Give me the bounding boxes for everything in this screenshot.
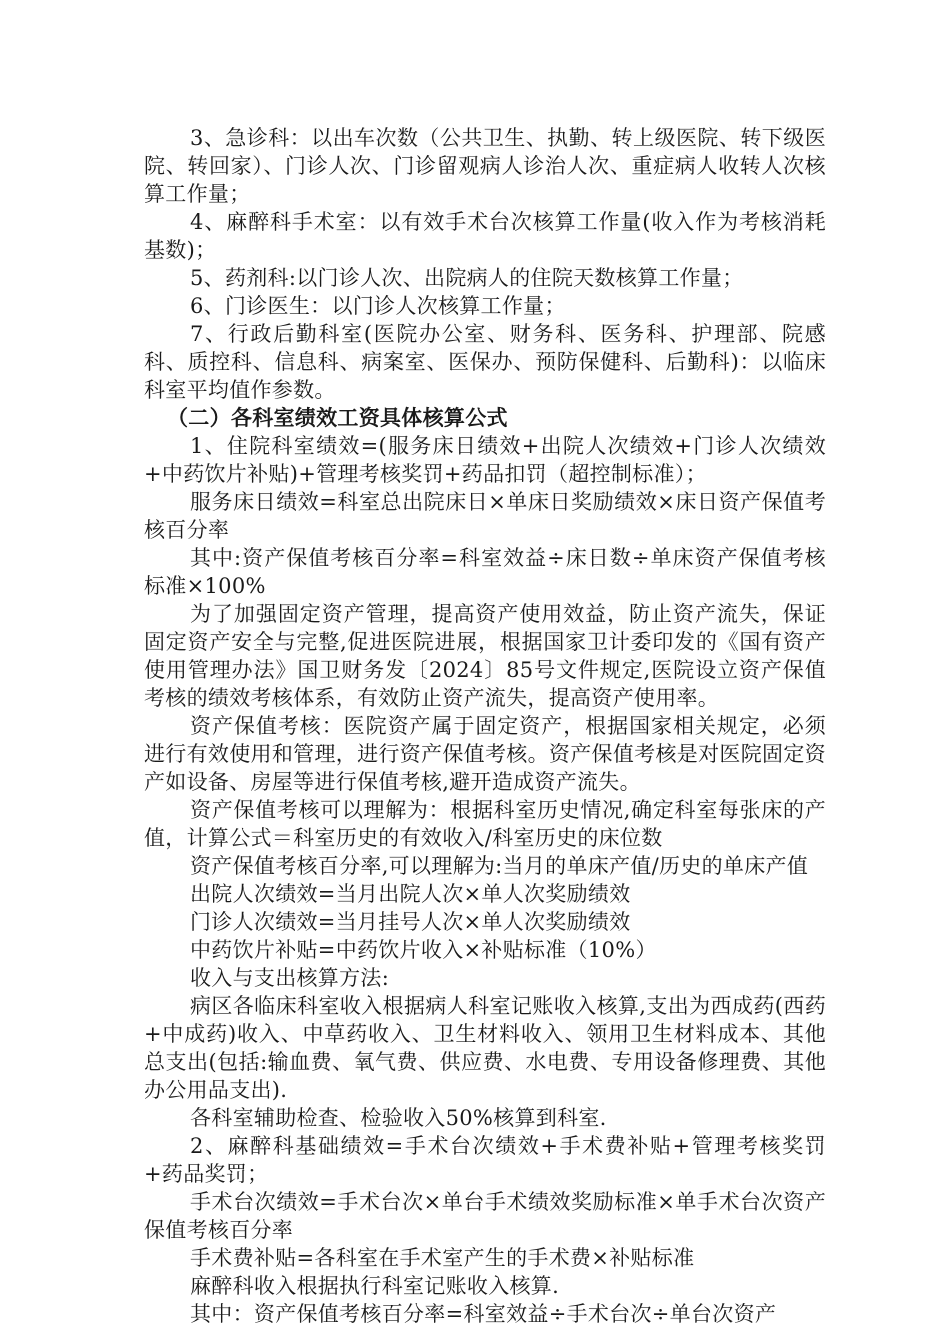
paragraph-surgery-asset-rate: 其中：资产保值考核百分率=科室效益÷手术台次÷单台次资产 bbox=[190, 1302, 777, 1326]
section-heading: （二）各科室绩效工资具体核算公式 bbox=[167, 405, 508, 430]
paragraph-admin-logistics: 7、行政后勤科室(医院办公室、财务科、医务科、护理部、院感科、质控科、信息科、病案室、医保办、预防保健科、后勤科)：以临床科室平均值作参数。 bbox=[144, 322, 826, 402]
paragraph-emergency-dept: 3、急诊科：以出车次数（公共卫生、执勤、转上级医院、转下级医院、转回家）、门诊人次、门诊留观病人诊治人次、重症病人收转人次核算工作量； bbox=[144, 126, 826, 206]
paragraph-asset-management: 为了加强固定资产管理，提高资产使用效益，防止资产流失，保证固定资产安全与完整,促进医院进展，根据国家卫计委印发的《国有资产使用管理办法》国卫财务发〔2024〕85号文件规定,医院设立资产保值考核的绩效考核体系，有效防止资产流失，提高资产使用率。 bbox=[144, 602, 826, 710]
paragraph-auxiliary-income: 各科室辅助检查、检验收入50%核算到科室. bbox=[190, 1106, 607, 1130]
paragraph-discharge-formula: 出院人次绩效=当月出院人次×单人次奖励绩效 bbox=[190, 882, 631, 906]
paragraph-asset-rate-formula: 其中:资产保值考核百分率=科室效益÷床日数÷单床资产保值考核标准×100% bbox=[144, 546, 826, 598]
document-page bbox=[144, 124, 826, 1328]
paragraph-bed-day-formula: 服务床日绩效=科室总出院床日×单床日奖励绩效×床日资产保值考核百分率 bbox=[144, 490, 826, 542]
paragraph-inpatient-formula: 1、住院科室绩效=(服务床日绩效+出院人次绩效+门诊人次绩效+中药饮片补贴)+管理考核奖罚+药品扣罚（超控制标准）； bbox=[144, 434, 826, 486]
paragraph-herbal-subsidy: 中药饮片补贴=中药饮片收入×补贴标准（10%） bbox=[190, 938, 657, 962]
paragraph-asset-assessment: 资产保值考核：医院资产属于固定资产，根据国家相关规定，必须进行有效使用和管理，进行资产保值考核。资产保值考核是对医院固定资产如设备、房屋等进行保值考核,避开造成资产流失。 bbox=[144, 714, 826, 794]
paragraph-outpatient-doctor: 6、门诊医生：以门诊人次核算工作量； bbox=[190, 294, 566, 318]
paragraph-surgery-formula: 手术台次绩效=手术台次×单台手术绩效奖励标准×单手术台次资产保值考核百分率 bbox=[144, 1190, 826, 1242]
paragraph-ward-income: 病区各临床科室收入根据病人科室记账收入核算,支出为西成药(西药+中成药)收入、中草药收入、卫生材料收入、领用卫生材料成本、其他总支出(包括:输血费、氧气费、供应费、水电费、专用设备修理费、其他办公用品支出). bbox=[144, 994, 826, 1102]
paragraph-anesthesia-income: 麻醉科收入根据执行科室记账收入核算. bbox=[190, 1274, 560, 1298]
paragraph-asset-understanding: 资产保值考核可以理解为：根据科室历史情况,确定科室每张床的产值，计算公式＝科室历史的有效收入/科室历史的床位数 bbox=[144, 798, 826, 850]
paragraph-income-method-title: 收入与支出核算方法: bbox=[190, 966, 390, 990]
paragraph-outpatient-formula: 门诊人次绩效=当月挂号人次×单人次奖励绩效 bbox=[190, 910, 631, 934]
paragraph-anesthesia-formula: 2、麻醉科基础绩效=手术台次绩效+手术费补贴+管理考核奖罚+药品奖罚； bbox=[144, 1134, 826, 1186]
paragraph-anesthesia-or: 4、麻醉科手术室：以有效手术台次核算工作量(收入作为考核消耗基数)； bbox=[144, 210, 826, 262]
paragraph-pharmacy: 5、药剂科:以门诊人次、出院病人的住院天数核算工作量； bbox=[190, 266, 744, 290]
paragraph-asset-rate-understanding: 资产保值考核百分率,可以理解为:当月的单床产值/历史的单床产值 bbox=[190, 854, 809, 878]
paragraph-surgery-subsidy: 手术费补贴=各科室在手术室产生的手术费×补贴标准 bbox=[190, 1246, 695, 1270]
